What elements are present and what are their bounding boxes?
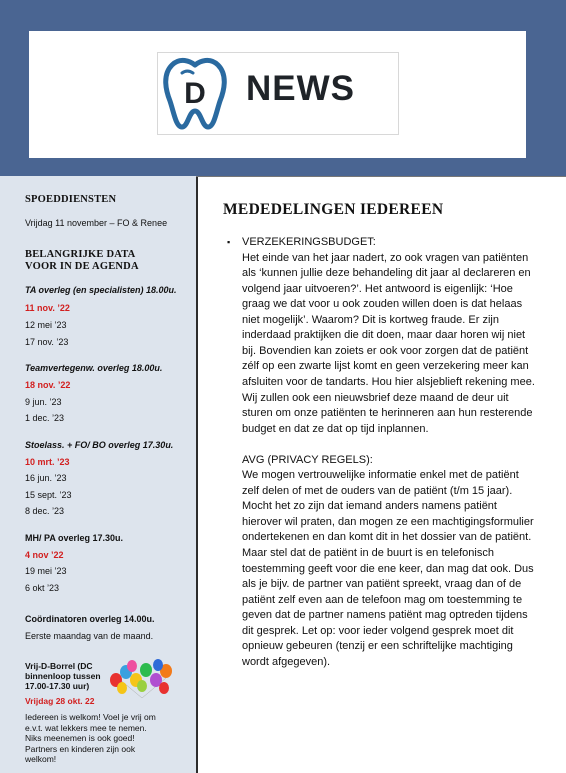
mh-pa-heading: MH/ PA overleg 17.30u. [25, 533, 124, 543]
agenda-title-line-1: BELANGRIJKE DATA [25, 249, 136, 260]
logo-text: NEWS [246, 69, 355, 108]
ta-overleg-heading: TA overleg (en specialisten) 18.00u. [25, 285, 177, 295]
date-item: 17 nov. ’23 [25, 337, 69, 347]
borrel-text-line: Iedereen is welkom! Voel je vrij om [25, 712, 156, 722]
body-line: zélf op een zwarte lijst komt en geen verzekering meer kan [242, 360, 529, 373]
column-divider [196, 176, 198, 773]
date-item: 19 mei ’23 [25, 566, 67, 576]
body-line: Het einde van het jaar nadert, zo ook vragen van patiënten [242, 251, 529, 264]
logo [157, 52, 399, 135]
body-line: dit gesprek. Let op: voor ieder volgend gesprek moet dit [242, 624, 514, 637]
body-line: zelf delen of met de ouders van de patiënt (t/m 15 jaar). [242, 484, 513, 497]
date-item: 9 jun. ’23 [25, 397, 62, 407]
body-line: ondertekenen en dan komt dit in het dossier van de patiënt. [242, 531, 532, 544]
body-line: geven dat de partner namens patiënt mag optreden tijdens [242, 609, 528, 622]
borrel-date: Vrijdag 28 okt. 22 [25, 696, 95, 706]
agenda-title-line-2: VOOR IN DE AGENDA [25, 261, 139, 272]
date-item: 15 sept. ’23 [25, 490, 72, 500]
body-line: Mocht het zo zijn dat iemand anders namens patiënt [242, 500, 497, 513]
main-title: MEDEDELINGEN IEDEREEN [223, 201, 444, 218]
body-line: VERZEKERINGSBUDGET: [242, 236, 376, 248]
bullet-icon: ▪ [227, 237, 231, 247]
body-line: inderdaad praktijken die dit doen, maar daar horen wij niet [242, 329, 526, 342]
teamvertegenw-heading: Teamvertegenw. overleg 18.00u. [25, 363, 163, 373]
body-line: graag we dat voor u ook zouden willen doen is dat helaas [242, 298, 523, 311]
borrel-text-line: e.v.t. wat lekkers mee te nemen. [25, 722, 147, 733]
date-item: 8 dec. ’23 [25, 506, 65, 516]
spoeddiensten-title: SPOEDDIENSTEN [25, 194, 117, 205]
body-line: Wij zullen ook een nieuwsbrief deze maand de deur uit [242, 391, 509, 404]
body-line: als je bijv. de partner van patiënt spreekt, vraag dan of de [242, 578, 522, 591]
body-line: als ‘kunnen jullie deze behandeling dit jaar al declareren en [242, 267, 531, 280]
body-line: Maar stel dat de patiënt in de buurt is en telefonisch [242, 547, 494, 559]
date-item: 10 mrt. ’23 [25, 457, 70, 467]
coordinatoren-text: Eerste maandag van de maand. [25, 631, 154, 641]
body-line: hierover wil praten, dan mogen ze een machtigingsformulier [242, 515, 534, 528]
body-line: budget en dat ze dat op tijd inplannen. [242, 422, 429, 435]
body-line: bij. Bovendien kan zoiets er ook voor zorgen dat de patiënt [242, 344, 529, 357]
stoelass-heading: Stoelass. + FO/ BO overleg 17.30u. [25, 440, 174, 450]
body-line: volgend jaar uitvoeren?’. Het antwoord is eigenlijk: ‘Hoe [242, 282, 513, 295]
body-line: opnieuw gebeuren (tenzij er een schriftelijke machtiging [242, 640, 513, 653]
borrel-text-line: Partners en kinderen zijn ook [25, 743, 136, 754]
tooth-icon [160, 55, 230, 131]
body-line: patiënt zelf even aan de telefoon mag om toestemming te [242, 593, 523, 606]
body-line: sturen om onze patiënten te herinneren aan hun resterende [242, 407, 533, 420]
body-line: afsluiten voor de tandarts. Hou hier alsjeblieft rekening mee. [242, 375, 535, 388]
borrel-text-line: Niks meenemen is ook goed! [25, 733, 135, 743]
body-line: AVG (PRIVACY REGELS): [242, 453, 373, 466]
borrel-text-line: welkom! [25, 754, 57, 764]
date-item: 16 jun. ’23 [25, 473, 67, 483]
borrel-heading-line: 17.00-17.30 uur) [25, 681, 90, 691]
body-line: toestemming geeft voor die ene keer, dan mag dat ook. Dus [242, 562, 534, 575]
balloons-icon [108, 658, 176, 698]
coordinatoren-heading: Coördinatoren overleg 14.00u. [25, 614, 155, 624]
spoeddiensten-text: Vrijdag 11 november – FO & Renee [25, 218, 168, 228]
date-item: 18 nov. ’22 [25, 380, 71, 390]
logo-letter: D [184, 77, 206, 110]
borrel-heading-line: binnenloop tussen [25, 671, 101, 681]
date-item: 11 nov. ’22 [25, 303, 70, 313]
body-line: wordt afgegeven). [242, 655, 331, 668]
section-divider [196, 176, 566, 177]
body-line: niet mogelijk’. Waarom? Dit is kortweg fraude. Er zijn [242, 313, 499, 326]
date-item: 4 nov ’22 [25, 550, 64, 560]
body-line: We mogen vertrouwelijke informatie enkel met de patiënt [242, 469, 519, 482]
date-item: 6 okt ’23 [25, 583, 60, 593]
date-item: 12 mei ’23 [25, 320, 67, 330]
borrel-heading-line: Vrij-D-Borrel (DC [25, 661, 93, 671]
date-item: 1 dec. ’23 [25, 413, 65, 423]
